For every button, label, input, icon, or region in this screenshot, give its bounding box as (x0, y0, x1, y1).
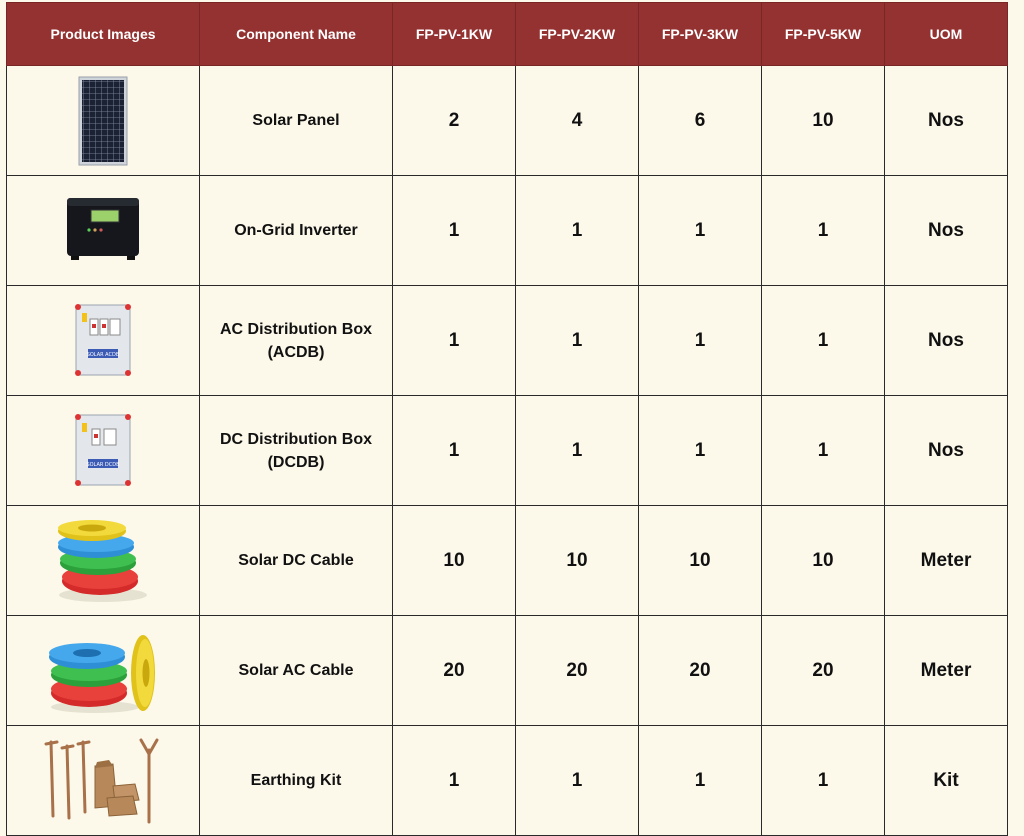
inverter-icon (65, 196, 141, 266)
table-row (7, 396, 1008, 506)
box-label: SOLAR ACDB (86, 351, 120, 358)
qty-5kw: 10 (762, 66, 885, 176)
product-image-cell (7, 616, 200, 726)
qty-2kw: 20 (516, 616, 639, 726)
table-row (7, 176, 1008, 286)
uom: Nos (885, 286, 1008, 396)
cable-coils-icon (48, 515, 158, 607)
distribution-box-icon (72, 301, 134, 381)
qty-5kw: 1 (762, 176, 885, 286)
product-image-cell (7, 506, 200, 616)
qty-1kw: 1 (393, 396, 516, 506)
uom: Nos (885, 66, 1008, 176)
qty-1kw: 1 (393, 176, 516, 286)
header-uom: UOM (885, 3, 1008, 66)
component-name: Solar DC Cable (200, 506, 393, 616)
component-name: Solar Panel (200, 66, 393, 176)
qty-3kw: 1 (639, 396, 762, 506)
qty-1kw: 2 (393, 66, 516, 176)
qty-5kw: 10 (762, 506, 885, 616)
table-row (7, 66, 1008, 176)
qty-1kw: 10 (393, 506, 516, 616)
product-image-cell (7, 66, 200, 176)
qty-5kw: 1 (762, 286, 885, 396)
component-name: On-Grid Inverter (200, 176, 393, 286)
earthing-kit-icon (43, 736, 163, 826)
qty-2kw: 4 (516, 66, 639, 176)
uom: Nos (885, 396, 1008, 506)
component-table (6, 2, 1008, 836)
product-image-cell (7, 286, 200, 396)
component-name-line1: DC Distribution Box (220, 430, 372, 448)
component-name-line2: (DCDB) (267, 453, 325, 471)
table-row (7, 616, 1008, 726)
table-row (7, 286, 1008, 396)
header-fp-pv-2kw: FP-PV-2KW (516, 3, 639, 66)
header-row (7, 3, 1008, 66)
qty-2kw: 1 (516, 396, 639, 506)
component-name (200, 286, 393, 396)
component-name-line2: (ACDB) (267, 343, 325, 361)
qty-3kw: 1 (639, 286, 762, 396)
cable-coils-icon (43, 625, 163, 717)
qty-2kw: 1 (516, 176, 639, 286)
table-row (7, 726, 1008, 836)
qty-3kw: 20 (639, 616, 762, 726)
qty-3kw: 1 (639, 176, 762, 286)
qty-5kw: 20 (762, 616, 885, 726)
qty-1kw: 20 (393, 616, 516, 726)
product-image-cell (7, 396, 200, 506)
uom: Nos (885, 176, 1008, 286)
qty-3kw: 10 (639, 506, 762, 616)
header-component-name: Component Name (200, 3, 393, 66)
product-image-cell (7, 176, 200, 286)
qty-2kw: 1 (516, 286, 639, 396)
qty-1kw: 1 (393, 726, 516, 836)
component-name: Solar AC Cable (200, 616, 393, 726)
distribution-box-icon (72, 411, 134, 491)
header-fp-pv-5kw: FP-PV-5KW (762, 3, 885, 66)
qty-5kw: 1 (762, 726, 885, 836)
qty-3kw: 6 (639, 66, 762, 176)
component-name (200, 396, 393, 506)
box-label: SOLAR DCDB (86, 461, 120, 468)
uom: Meter (885, 616, 1008, 726)
header-product-images: Product Images (7, 3, 200, 66)
qty-2kw: 1 (516, 726, 639, 836)
table-row (7, 506, 1008, 616)
header-fp-pv-3kw: FP-PV-3KW (639, 3, 762, 66)
uom: Meter (885, 506, 1008, 616)
uom: Kit (885, 726, 1008, 836)
solar-panel-icon (78, 76, 128, 166)
header-fp-pv-1kw: FP-PV-1KW (393, 3, 516, 66)
product-image-cell (7, 726, 200, 836)
qty-5kw: 1 (762, 396, 885, 506)
component-name-line1: AC Distribution Box (220, 320, 372, 338)
qty-1kw: 1 (393, 286, 516, 396)
component-name: Earthing Kit (200, 726, 393, 836)
qty-2kw: 10 (516, 506, 639, 616)
qty-3kw: 1 (639, 726, 762, 836)
